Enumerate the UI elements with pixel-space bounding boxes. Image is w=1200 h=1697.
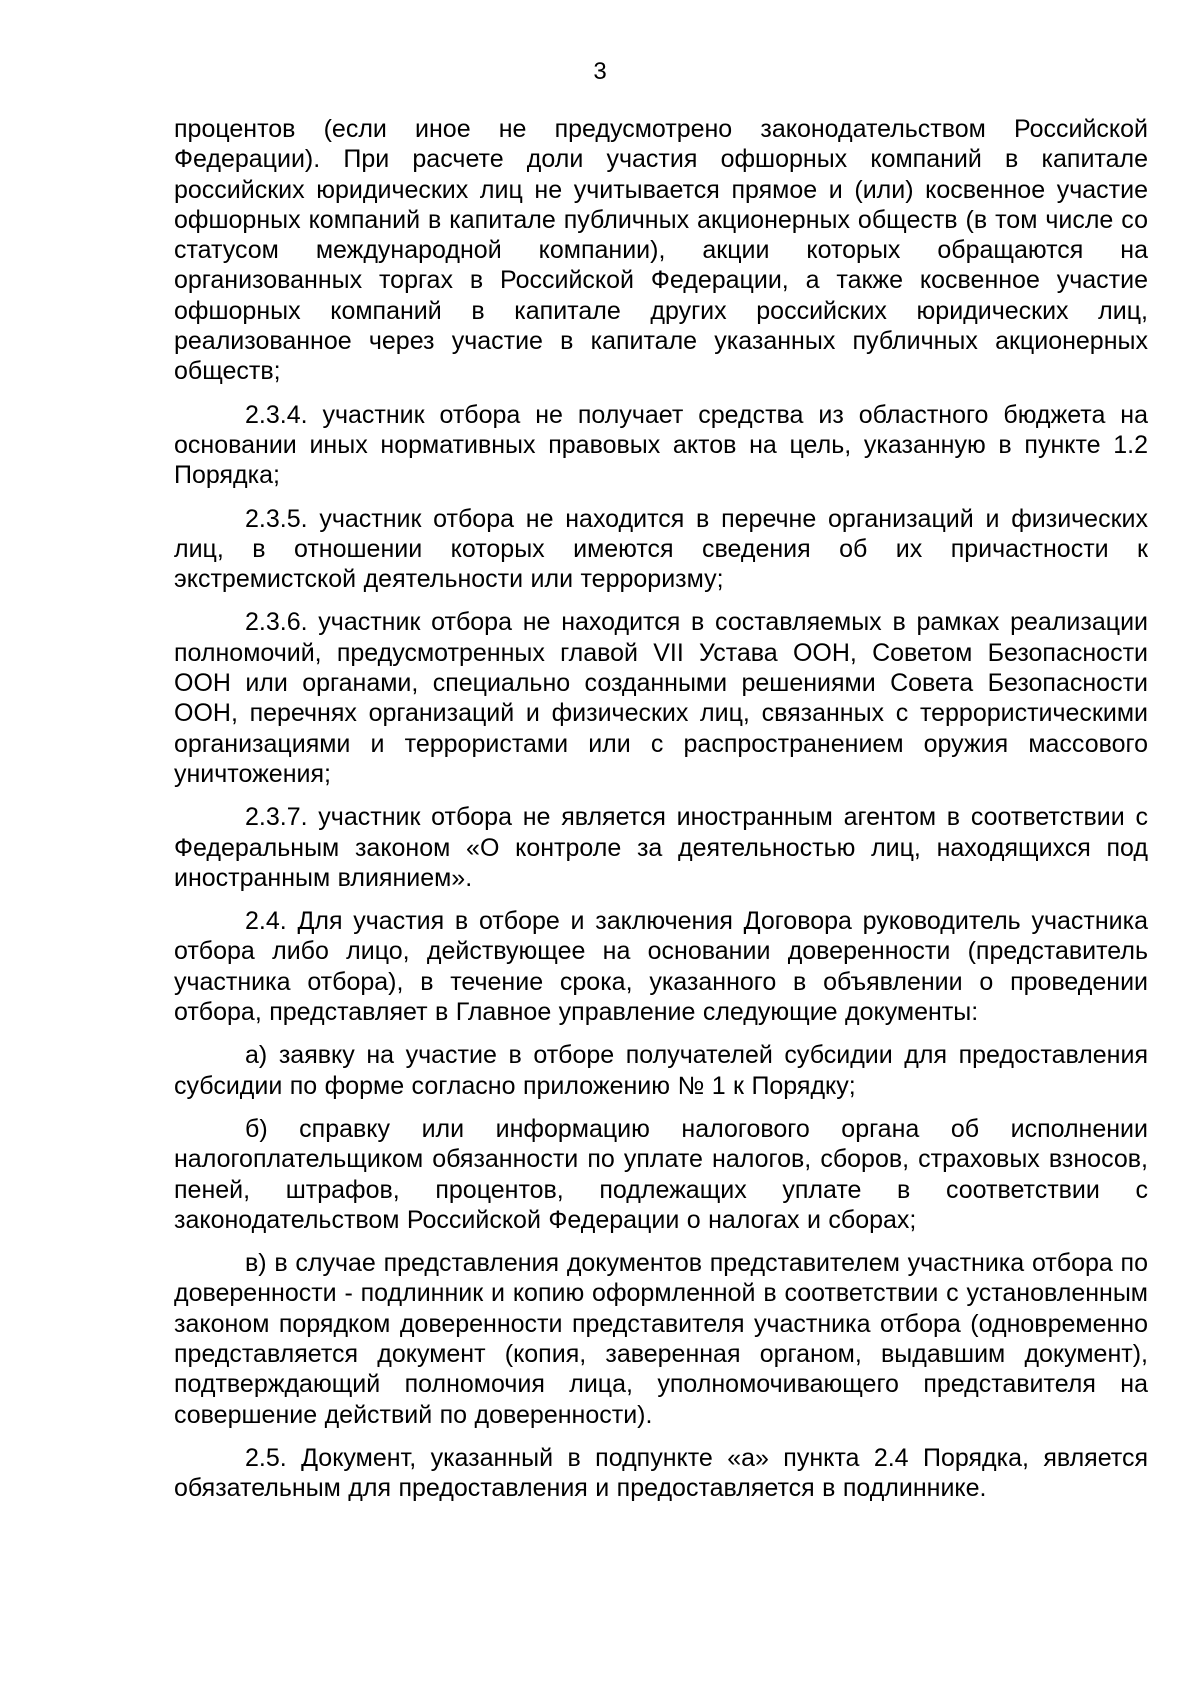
page-number: 3 bbox=[593, 58, 607, 85]
paragraph-2-3-7: 2.3.7. участник отбора не является иностранным агентом в соответствии с Федеральным законом «О контроле за деятельностью лиц, находящихся под иностранным влиянием». bbox=[174, 803, 1148, 892]
paragraph-2-5: 2.5. Документ, указанный в подпункте «а» пункта 2.4 Порядка, является обязательным для предоставления и предоставляется в подлиннике. bbox=[174, 1443, 1148, 1503]
paragraph-2-3-4: 2.3.4. участник отбора не получает средства из областного бюджета на основании иных нормативных правовых актов на цель, указанную в пункте 1.2 Порядка; bbox=[174, 400, 1148, 490]
paragraph-2-3-6: 2.3.6. участник отбора не находится в составляемых в рамках реализации полномочий, предусмотренных главой VII Устава ООН, Советом Безопасности ООН или органами, специально созданными решениями Совета Безопасности ООН, перечнях организаций и физических лиц, связанных с террористическими организациями и террористами или с распространением оружия массового уничтожения; bbox=[174, 608, 1148, 788]
paragraph-subitem-b: б) справку или информацию налогового органа об исполнении налогоплательщиком обязанности по уплате налогов, сборов, страховых взносов, пеней, штрафов, процентов, подлежащих уплате в соответствии с законодательством Российской Федерации о налогах и сборах; bbox=[174, 1114, 1148, 1234]
paragraph-subitem-a: а) заявку на участие в отборе получателей субсидии для предоставления субсидии по форме согласно приложению № 1 к Порядку; bbox=[174, 1041, 1148, 1100]
paragraph-continuation: процентов (если иное не предусмотрено законодательством Российской Федерации). При расчете доли участия офшорных компаний в капитале российских юридических лиц не учитывается прямое и (или) косвенное участие офшорных компаний в капитале публичных акционерных обществ (в том числе со статусом международной компании), акции которых обращаются на организованных торгах в Российской Федерации, а также косвенное участие офшорных компаний в капитале других российских юридических лиц, реализованное через участие в капитале указанных публичных акционерных обществ; bbox=[174, 115, 1148, 386]
paragraph-subitem-v: в) в случае представления документов представителем участника отбора по доверенности - подлинник и копию оформленной в соответствии с установленным законом порядком доверенности представителя участника отбора (одновременно представляется документ (копия, заверенная органом, выдавшим документ), подтверждающий полномочия лица, уполномочивающего представителя на совершение действий по доверенности). bbox=[174, 1249, 1148, 1429]
paragraph-2-4: 2.4. Для участия в отборе и заключения Договора руководитель участника отбора либо лицо, действующее на основании доверенности (представитель участника отбора), в течение срока, указанного в объявлении о проведении отбора, представляет в Главное управление следующие документы: bbox=[174, 907, 1148, 1027]
paragraph-2-3-5: 2.3.5. участник отбора не находится в перечне организаций и физических лиц, в отношении которых имеются сведения об их причастности к экстремистской деятельности или терроризму; bbox=[174, 504, 1148, 594]
document-body bbox=[174, 114, 1148, 1516]
